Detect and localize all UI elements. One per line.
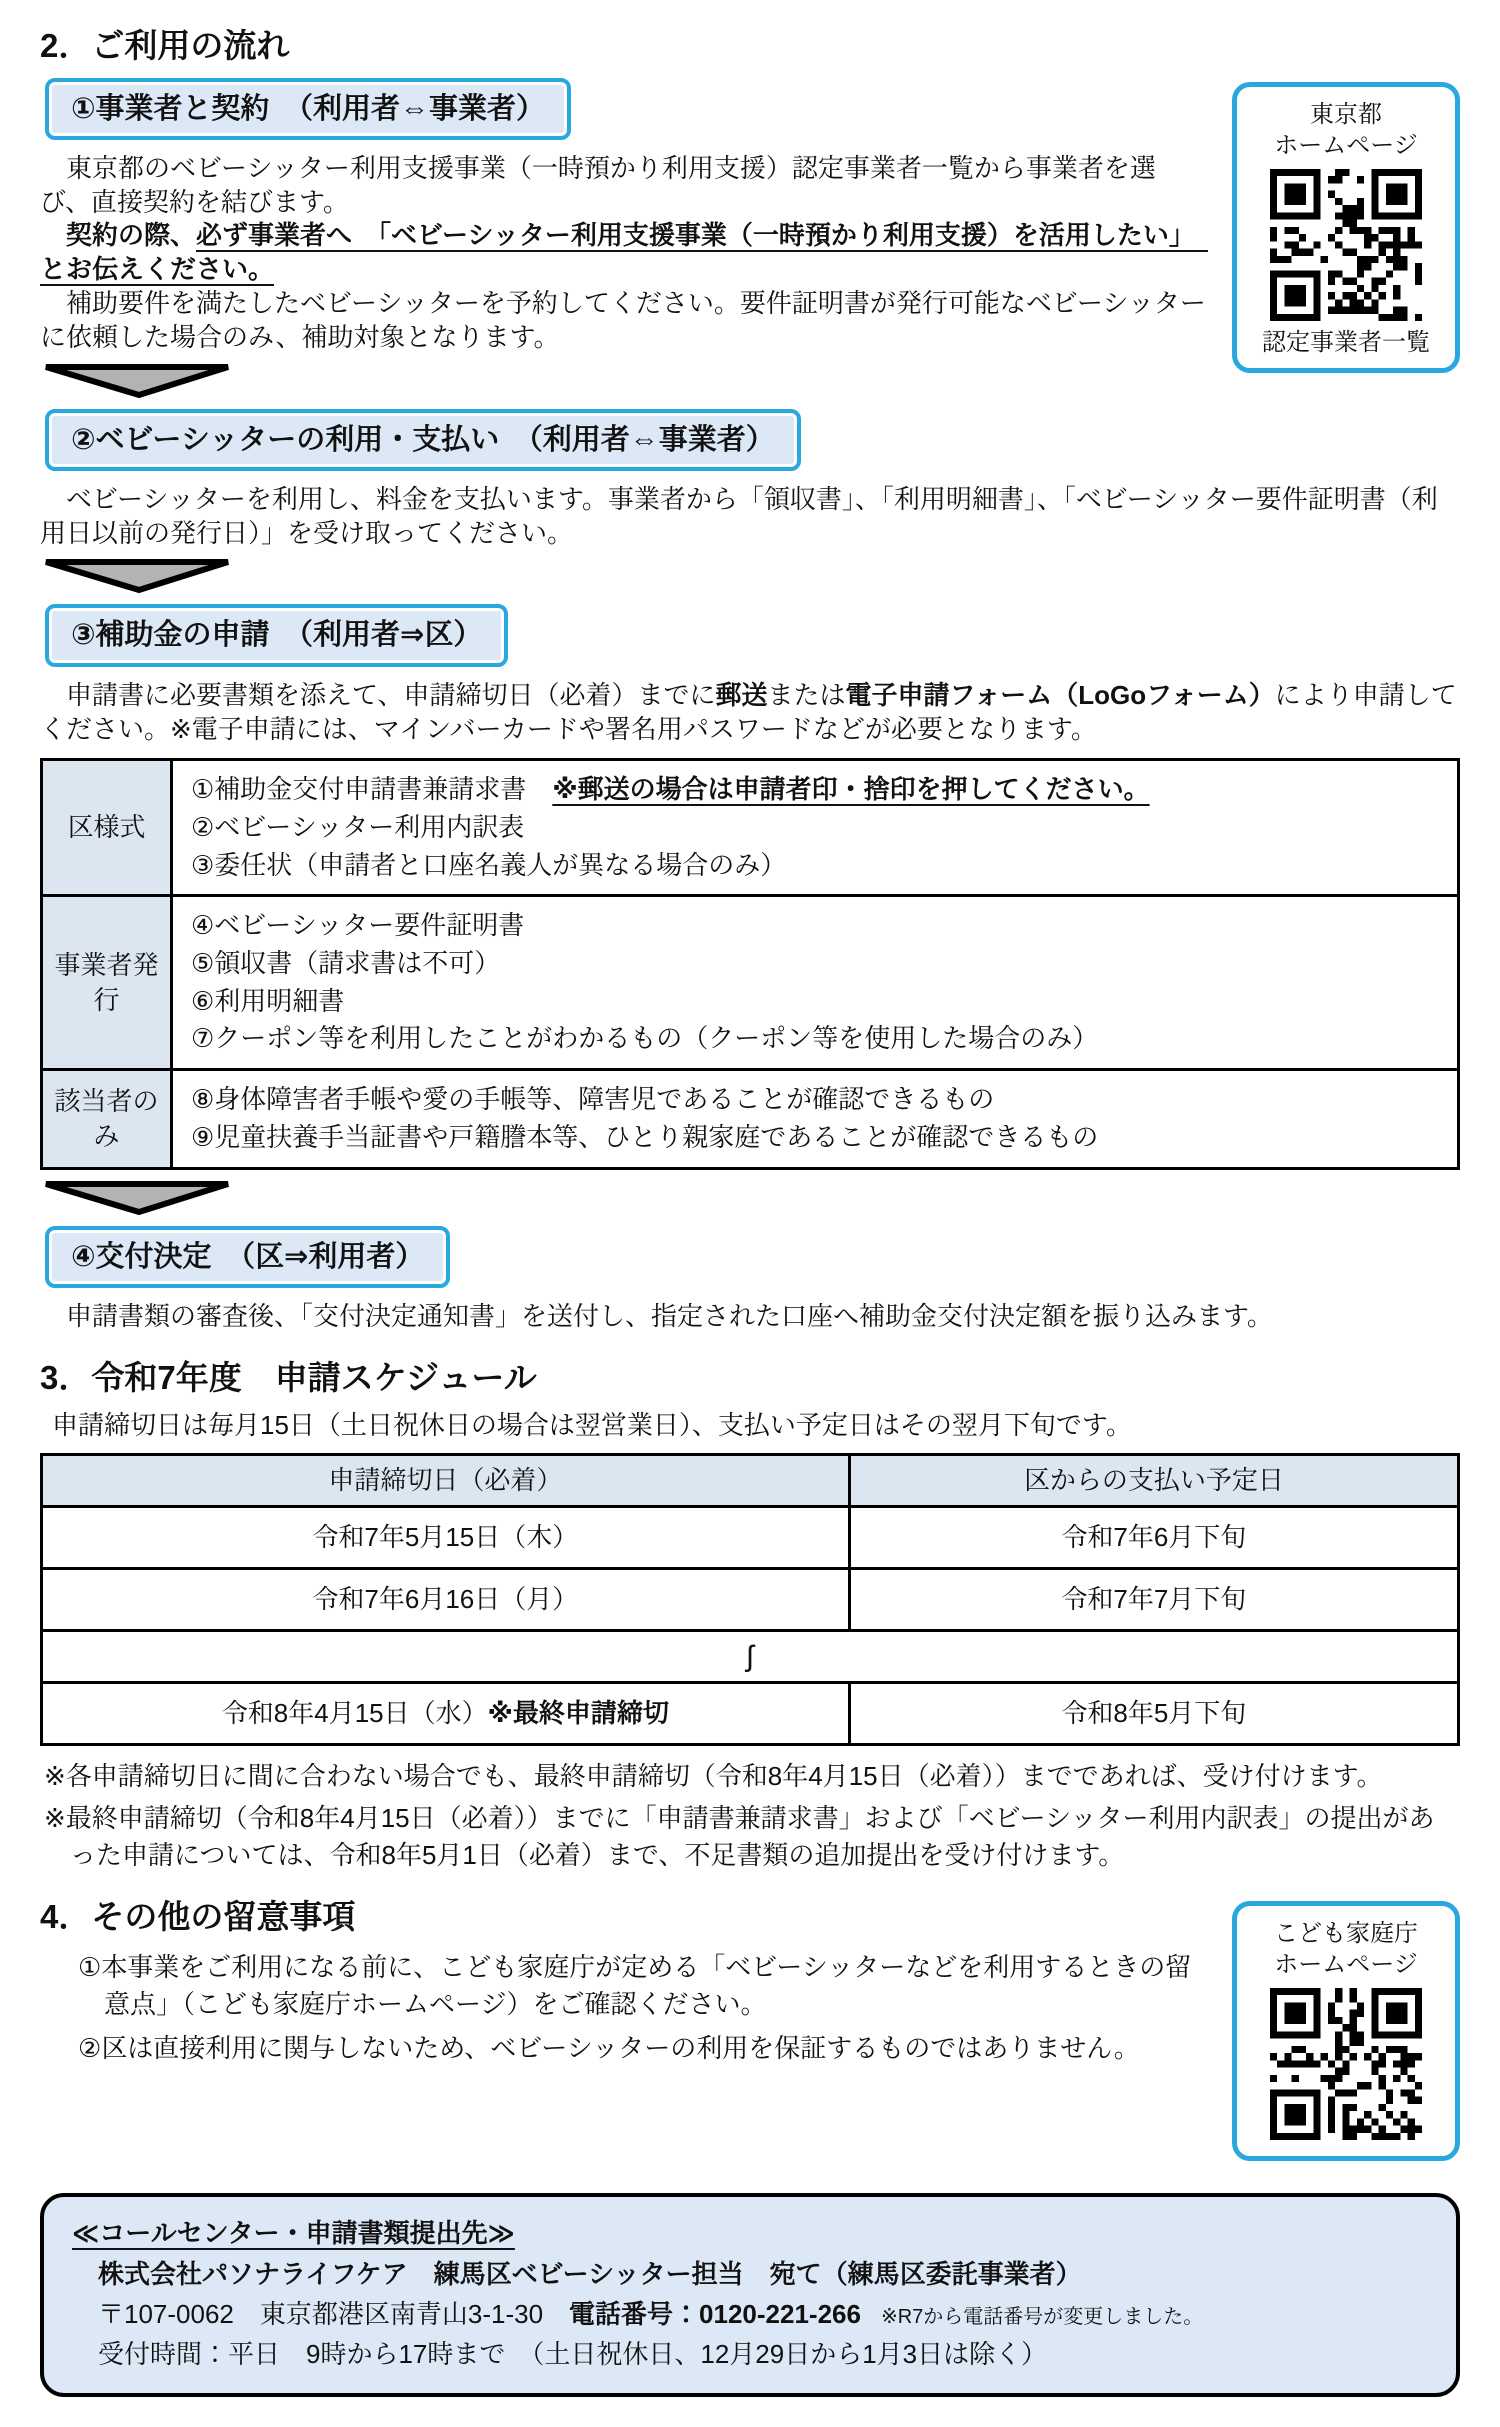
table-row [42,1568,1459,1630]
call-center-contact-box [40,2193,1460,2396]
doc-line: ③委任状（申請者と口座名義人が異なる場合のみ） [191,849,787,880]
kodomo-katei-agency-qr-box [1232,1901,1460,2161]
note: ※最終申請締切（令和8年4月15日（必着））までに「申請書兼請求書」および「ベビーシッター利用内訳表」の提出があった申請については、令和8年5月1日（必着）まで、不足書類の追加提出を受け付けます。 [44,1803,1435,1870]
contact-address: 〒107-0062 東京都港区南青山3-1-30 [98,2299,570,2330]
step1-p1: 東京都のベビーシッター利用支援事業（一時預かり利用支援）認定事業者一覧から事業者を選び、直接契約を結びます。 [40,152,1156,217]
schedule-intro: 申請締切日は毎月15日（土日祝休日の場合は翌営業日）、支払い予定日はその翌月下旬です。 [52,1410,1132,1441]
schedule-notes [44,1758,1460,1873]
doc-line: ⑦クーポン等を利用したことがわかるもの（クーポン等を使用した場合のみ） [191,1023,1099,1054]
step3-p-post: により申請してください。※電子申請には、マインバーカードや署名用パスワードなどが必要となります。 [40,679,1457,744]
doc-line: ⑤領収書（請求書は不可） [191,948,501,979]
contact-company-line: 株式会社パソナライフケア 練馬区ベビーシッター担当 宛て（練馬区委託事業者） [98,2258,1082,2289]
qr1-label-line1: 東京都 [1310,100,1382,128]
doc-line [191,771,1439,809]
schedule-table [40,1453,1460,1746]
contact-phone-change-note: ※R7から電話番号が変更しました。 [860,2306,1204,2329]
step4-paragraph: 申請書類の審査後、「交付決定通知書」を送付し、指定された口座へ補助金交付決定額を振り込みます。 [40,1300,1273,1331]
doc-line-warning: ※郵送の場合は申請者印・捨印を押してください。 [552,774,1150,805]
note: ※各申請締切日に間に合わない場合でも、最終申請締切（令和8年4月15日（必着））までであれば、受け付けます。 [44,1760,1383,1791]
flow-section [40,78,1460,1334]
step3-p-mid: または [767,679,846,710]
deadline-cell: 令和7年5月15日（木） [42,1506,850,1568]
step2-paragraph: ベビーシッターを利用し、料金を支払います。事業者から「領収書」、「利用明細書」、「ベビーシッター要件証明書（利用日以前の発行日）」を受け取ってください。 [40,483,1438,548]
table-row [42,1070,1459,1168]
contact-title: ≪コールセンター・申請書類提出先≫ [72,2218,515,2249]
table-row [42,760,1459,896]
schedule-col-deadline: 申請締切日（必着） [42,1454,850,1506]
section3-title: 3．令和7年度 申請スケジュール [40,1358,537,1396]
row-header-applicable-only: 該当者のみ [42,1070,172,1168]
step3-p-bold-form: 電子申請フォーム（LoGoフォーム） [845,679,1275,710]
contact-address-line [72,2294,1428,2334]
step4-header: ④交付決定 （区⇒利用者） [45,1226,450,1288]
other-remarks-section [40,1897,1460,2068]
row-header-ward-forms: 区様式 [42,760,172,896]
row-body-ward-forms [172,760,1459,896]
required-documents-table [40,758,1460,1169]
schedule-col-payment: 区からの支払い予定日 [849,1454,1458,1506]
table-row [42,1682,1459,1744]
row-body-provider-issued [172,896,1459,1070]
deadline-cell: 令和7年6月16日（月） [42,1568,850,1630]
step3-paragraph [40,679,1460,747]
qr2-label-line1: こども家庭庁 [1274,1920,1418,1948]
step1-p3: 補助要件を満たしたベビーシッターを予約してください。要件証明書が発行可能なベビーシッターに依頼した場合のみ、補助対象となります。 [40,288,1206,352]
step2-header: ②ベビーシッターの利用・支払い （利用者⇔事業者） [45,409,801,471]
tokyo-homepage-qr-box [1232,82,1460,374]
doc-line-text: ①補助金交付申請書兼請求書 [191,774,553,805]
list-item: ②区は直接利用に関与しないため、ベビーシッターの利用を保証するものではありません。 [78,2033,1140,2064]
final-deadline-cell [42,1682,850,1744]
doc-line: ⑧身体障害者手帳や愛の手帳等、障害児であることが確認できるもの [191,1084,995,1115]
contact-hours-line: 受付時間：平日 9時から17時まで （土日祝休日、12月29日から1月3日は除く） [98,2339,1048,2370]
flow-arrow-down-icon [42,558,1460,596]
flow-arrow-down-icon [42,1180,1460,1218]
qr1-label-line2: ホームページ [1274,131,1418,159]
continuation-mark: ʃ [42,1630,1459,1682]
section2-title: 2．ご利用の流れ [40,27,290,64]
payment-cell: 令和8年5月下旬 [849,1682,1458,1744]
qr2-label-line2: ホームページ [1274,1951,1418,1979]
step1-p2-lead: 契約の際、 [40,220,197,251]
payment-cell: 令和7年6月下旬 [849,1506,1458,1568]
step3-header: ③補助金の申請 （利用者⇒区） [45,604,508,666]
doc-line: ④ベビーシッター要件証明書 [191,910,525,941]
contact-phone-number: 電話番号：0120-221-266 [569,2299,861,2330]
payment-cell: 令和7年7月下旬 [849,1568,1458,1630]
table-header-row [42,1454,1459,1506]
doc-line: ⑨児童扶養手当証書や戸籍謄本等、ひとり親家庭であることが確認できるもの [191,1121,1099,1152]
continuation-row [42,1630,1459,1682]
step1-header: ①事業者と契約 （利用者⇔事業者） [45,78,571,140]
qr-code-icon [1270,169,1422,321]
row-header-provider-issued: 事業者発行 [42,896,172,1070]
table-row [42,896,1459,1070]
qr1-bottom-label: 認定事業者一覧 [1262,328,1430,356]
list-item: ①本事業をご利用になる前に、こども家庭庁が定める「ベビーシッターなどを利用するときの留意点」（こども家庭庁ホームページ）をご確認ください。 [78,1951,1192,2020]
step1-p2-emphasis: 必ず事業者へ 「ベビーシッター利用支援事業（一時預かり利用支援）を活用したい」 とお伝えください。 [40,220,1208,285]
row-body-applicable-only [172,1070,1459,1168]
final-deadline-date: 令和8年4月15日（水） [221,1697,488,1728]
step3-p-pre: 申請書に必要書類を添えて、申請締切日（必着）までに [40,679,716,710]
section4-title: 4．その他の留意事項 [40,1898,356,1936]
final-deadline-label: ※最終申請締切 [487,1697,669,1728]
qr-code-icon [1270,1988,1422,2140]
doc-line: ②ベビーシッター利用内訳表 [191,812,525,842]
step3-p-bold-mail: 郵送 [715,679,768,710]
table-row [42,1506,1459,1568]
doc-line: ⑥利用明細書 [191,985,345,1016]
